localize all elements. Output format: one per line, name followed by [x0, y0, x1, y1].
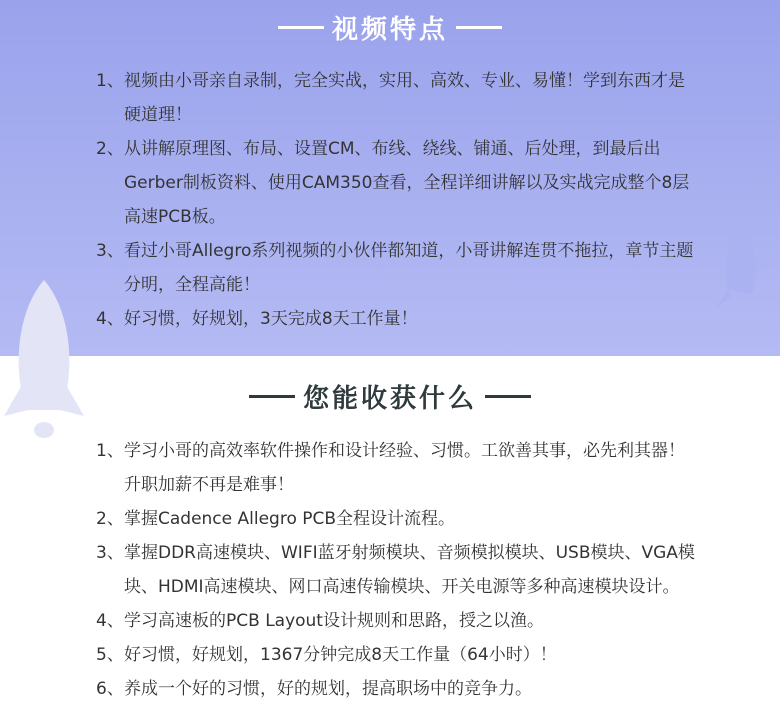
- list-item: [96, 672, 696, 706]
- list-item: [96, 604, 696, 638]
- list-item: [96, 302, 696, 336]
- list-item: [96, 502, 696, 536]
- list-item: [96, 132, 696, 234]
- item-number: 4、: [96, 611, 124, 631]
- section-title-text: 您能收获什么: [302, 384, 477, 414]
- item-number: 3、: [96, 543, 124, 563]
- title-dash-left: [249, 395, 295, 398]
- item-text: 学习高速板的PCB Layout设计规则和思路，授之以渔。: [124, 611, 544, 631]
- list-item: [96, 536, 696, 604]
- item-text: 看过小哥Allegro系列视频的小伙伴都知道，小哥讲解连贯不拖拉，章节主题分明，全程高能！: [124, 241, 694, 295]
- item-number: 5、: [96, 645, 124, 665]
- item-number: 3、: [96, 241, 124, 261]
- title-dash-left: [278, 26, 324, 29]
- list-item: [96, 234, 696, 302]
- item-number: 1、: [96, 71, 124, 91]
- item-number: 1、: [96, 441, 124, 461]
- item-text: 从讲解原理图、布局、设置CM、布线、绕线、铺通、后处理，到最后出Gerber制板资料、使用CAM350查看，全程详细讲解以及实战完成整个8层高速PCB板。: [124, 139, 690, 227]
- section-title-gains: [0, 379, 780, 419]
- item-number: 2、: [96, 139, 124, 159]
- item-number: 6、: [96, 679, 124, 699]
- item-text: 视频由小哥亲自录制，完全实战，实用、高效、专业、易懂！学到东西才是硬道理！: [124, 71, 685, 125]
- item-number: 4、: [96, 309, 124, 329]
- title-dash-right: [485, 395, 531, 398]
- title-dash-right: [456, 26, 502, 29]
- item-text: 学习小哥的高效率软件操作和设计经验、习惯。工欲善其事，必先利其器！升职加薪不再是难事！: [124, 441, 685, 495]
- item-text: 好习惯，好规划，1367分钟完成8天工作量（64小时）！: [124, 645, 557, 665]
- list-item: [96, 638, 696, 672]
- section-title-features: [0, 10, 780, 50]
- item-text: 掌握DDR高速模块、WIFI蓝牙射频模块、音频模拟模块、USB模块、VGA模块、HDMI高速模块、网口高速传输模块、开关电源等多种高速模块设计。: [124, 543, 695, 597]
- features-list: [96, 64, 696, 336]
- item-number: 2、: [96, 509, 124, 529]
- item-text: 掌握Cadence Allegro PCB全程设计流程。: [124, 509, 456, 529]
- gains-list: [96, 434, 696, 706]
- list-item: [96, 64, 696, 132]
- section-title-text: 视频特点: [331, 15, 448, 45]
- rocket-icon: [698, 224, 768, 314]
- list-item: [96, 434, 696, 502]
- item-text: 好习惯，好规划，3天完成8天工作量！: [124, 309, 418, 329]
- item-text: 养成一个好的习惯，好的规划，提高职场中的竞争力。: [124, 679, 532, 699]
